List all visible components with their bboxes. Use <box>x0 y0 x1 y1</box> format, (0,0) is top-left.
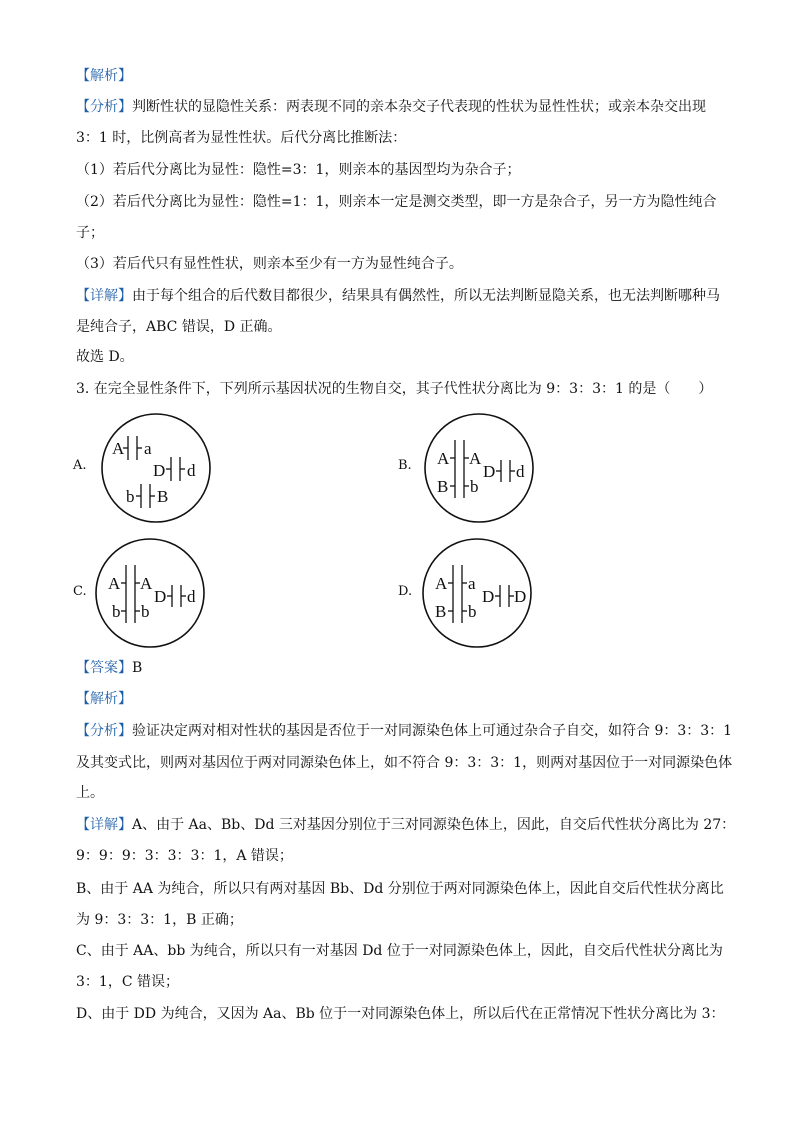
xiangjie-para-line2: 是纯合子，ABC 错误，D 正确。 <box>76 319 282 335</box>
rule-item-3: （3）若后代只有显性性状，则亲本至少有一方为显性纯合子。 <box>76 256 463 272</box>
option-a-gene-6: B <box>157 487 169 506</box>
option-d-gene-2: a <box>468 574 476 593</box>
xiangjie2-a-line1 <box>76 815 735 835</box>
option-b-diagram <box>423 412 535 524</box>
answer-line <box>76 658 142 678</box>
rule-item-1: （1）若后代分离比为显性：隐性=3：1，则亲本的基因型均为杂合子； <box>76 162 521 178</box>
option-b-gene-1: A <box>437 449 450 468</box>
xiangjie2-tag: 【详解】 <box>76 817 132 833</box>
jiexi-heading: 【解析】 <box>76 68 132 84</box>
option-d-gene-5: B <box>435 602 447 621</box>
option-b-gene-6: b <box>470 477 479 496</box>
xiangjie-para-line1 <box>76 286 720 306</box>
xiangjie2-a-line2: 9：9：9：3：3：3：1，A 错误； <box>76 848 293 864</box>
option-a-gene-3: D <box>153 461 166 480</box>
answer-value: B <box>132 660 143 676</box>
conclusion: 故选 D。 <box>76 349 134 365</box>
option-b-gene-2: A <box>469 449 482 468</box>
jiexi-heading-2: 【解析】 <box>76 691 132 707</box>
option-a-gene-2: a <box>144 439 152 458</box>
option-c-gene-2: A <box>140 574 153 593</box>
option-a-label: A. <box>73 458 87 473</box>
xiangjie2-d-line1: D、由于 DD 为纯合，又因为 Aa、Bb 位于一对同源染色体上，所以后代在正常情况下性状分离比为 3： <box>76 1006 725 1022</box>
option-d-gene-3: D <box>482 587 495 606</box>
xiangjie-tag: 【详解】 <box>76 288 132 304</box>
option-d-gene-1: A <box>435 574 448 593</box>
xiangjie2-a-text: A、由于 Aa、Bb、Dd 三对基因分别位于三对同源染色体上，因此，自交后代性状分离比为 27： <box>132 817 736 833</box>
fenxi-tag: 【分析】 <box>76 99 132 115</box>
fenxi2-text: 验证决定两对相对性状的基因是否位于一对同源染色体上可通过杂合子自交，如符合 9：3：3：1 <box>132 723 733 739</box>
question-3-stem: 3. 在完全显性条件下，下列所示基因状况的生物自交，其子代性状分离比为 9：3：3：1 的是（ ） <box>76 381 713 397</box>
xiangjie2-c-line2: 3：1，C 错误； <box>76 974 179 990</box>
fenxi-para-line2: 3：1 时，比例高者为显性性状。后代分离比推断法： <box>76 130 407 146</box>
option-d-gene-4: D <box>514 587 527 606</box>
option-d-label: D. <box>398 584 413 599</box>
xiangjie2-b-line2: 为 9：3：3：1，B 正确； <box>76 912 243 928</box>
option-b-label: B. <box>398 458 412 473</box>
option-c-gene-3: D <box>154 587 167 606</box>
xiangjie2-c-line1: C、由于 AA、bb 为纯合，所以只有一对基因 Dd 位于一对同源染色体上，因此，自交后代性状分离比为 <box>76 943 723 959</box>
option-b-gene-3: D <box>483 462 496 481</box>
rule-item-2-line1: （2）若后代分离比为显性：隐性=1：1，则亲本一定是测交类型，即一方是杂合子，另一方为隐性纯合 <box>76 194 717 210</box>
option-a-diagram <box>100 412 212 524</box>
xiangjie2-b-line1: B、由于 AA 为纯合，所以只有两对基因 Bb、Dd 分别位于两对同源染色体上，因此自交后代性状分离比 <box>76 881 724 897</box>
option-c-diagram <box>94 537 206 649</box>
option-c-gene-1: A <box>108 574 121 593</box>
option-c-gene-6: b <box>141 602 150 621</box>
option-c-label: C. <box>73 584 87 599</box>
xiangjie-text: 由于每个组合的后代数目都很少，结果具有偶然性，所以无法判断显隐关系，也无法判断哪种马 <box>132 288 720 304</box>
option-c-gene-4: d <box>187 587 196 606</box>
fenxi2-tag: 【分析】 <box>76 723 132 739</box>
rule-item-2-line2: 子； <box>76 225 104 241</box>
answer-tag: 【答案】 <box>76 660 132 676</box>
fenxi-para-line1 <box>76 97 706 117</box>
fenxi2-para-line2: 及其变式比，则两对基因位于两对同源染色体上，如不符合 9：3：3：1，则两对基因位于一对同源染色体 <box>76 755 733 771</box>
option-a-gene-4: d <box>187 461 196 480</box>
option-a-gene-5: b <box>126 487 135 506</box>
option-b-gene-5: B <box>437 477 449 496</box>
option-d-gene-6: b <box>468 602 477 621</box>
option-d-diagram <box>421 537 533 649</box>
fenxi-text: 判断性状的显隐性关系：两表现不同的亲本杂交子代表现的性状为显性性状；或亲本杂交出现 <box>132 99 706 115</box>
fenxi2-para-line1 <box>76 721 732 741</box>
option-b-gene-4: d <box>516 462 525 481</box>
option-c-gene-5: b <box>112 602 121 621</box>
option-a-gene-1: A <box>112 439 125 458</box>
fenxi2-para-line3: 上。 <box>76 785 104 801</box>
